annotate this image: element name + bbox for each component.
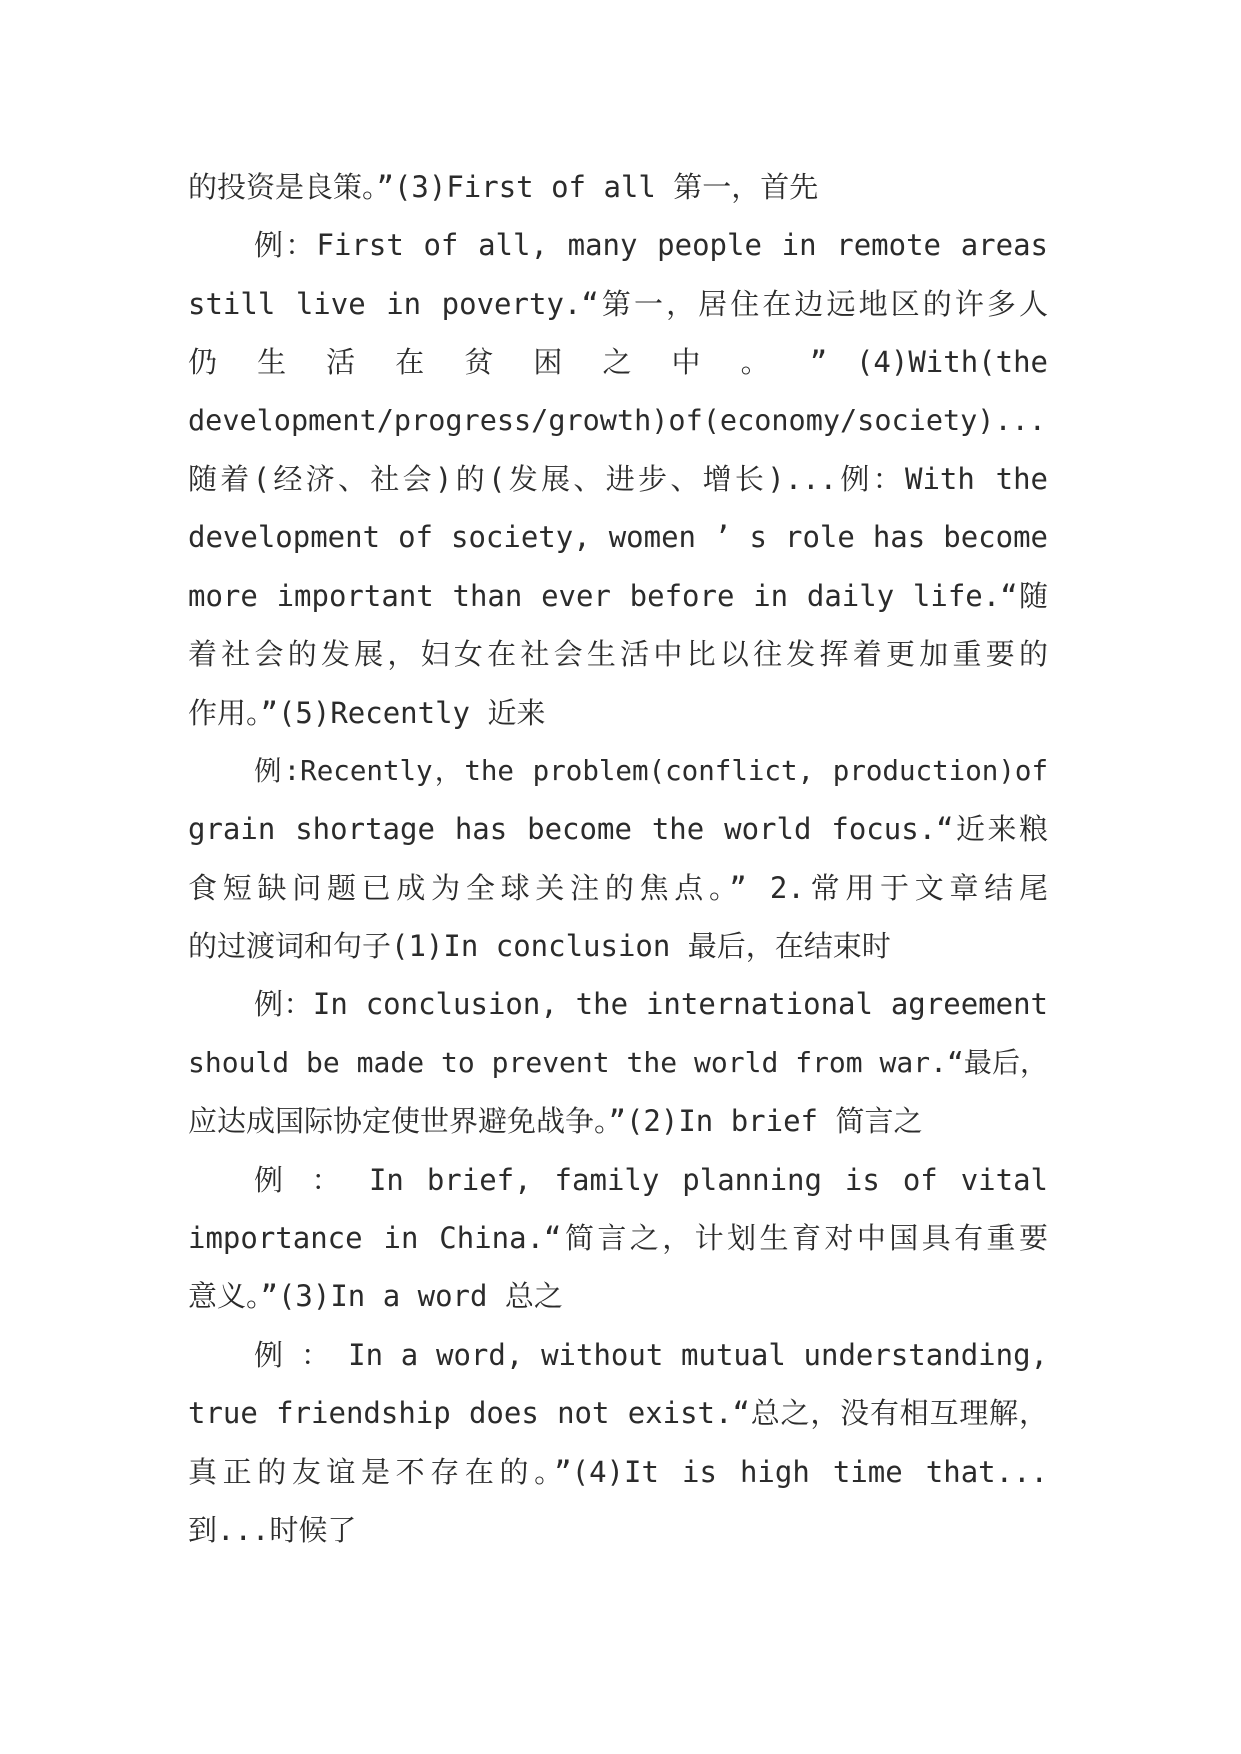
text-line: true friendship does not exist.“总之，没有相互理解，	[188, 1396, 1048, 1431]
text-line: 的过渡词和句子(1)In conclusion 最后，在结束时	[188, 929, 891, 964]
text-line: still live in poverty.“第一，居住在边远地区的许多人	[188, 286, 1048, 321]
text-line: 例 ： In brief, family planning is of vital	[254, 1162, 1048, 1197]
text-line: 作用。”(5)Recently 近来	[188, 695, 546, 730]
text-line: 例 ： In a word, without mutual understanding,	[254, 1337, 1048, 1372]
text-line: should be made to prevent the world from war.“最后，	[188, 1045, 1048, 1079]
text-line: 真正的友谊是不存在的。”(4)It is high time that...	[188, 1454, 1048, 1489]
text-line: development/progress/growth)of(economy/society)...	[188, 403, 1046, 437]
text-line: 随着(经济、社会)的(发展、进步、增长)...例：With the	[188, 461, 1048, 496]
text-line: 例：First of all, many people in remote areas	[254, 228, 1048, 263]
text-line: 的投资是良策。”(3)First of all 第一，首先	[188, 170, 819, 204]
text-line: 应达成国际协定使世界避免战争。”(2)In brief 简言之	[188, 1104, 923, 1139]
text-line: 食短缺问题已成为全球关注的焦点。” 2.常用于文章结尾	[188, 870, 1048, 905]
text-line: 到...时候了	[188, 1512, 357, 1547]
document-body	[188, 158, 1048, 1559]
text-line: 例:Recently，the problem(conflict, production)of	[254, 754, 1048, 787]
text-line: 意义。”(3)In a word 总之	[188, 1279, 563, 1314]
text-line: 例：In conclusion, the international agreement	[254, 987, 1048, 1022]
text-line: grain shortage has become the world focus.“近来粮	[188, 812, 1048, 847]
text-line: 着社会的发展，妇女在社会生活中比以往发挥着更加重要的	[188, 637, 1048, 672]
text-line: importance in China.“简言之，计划生育对中国具有重要	[188, 1221, 1048, 1256]
text-line: development of society, women ’ s role has become	[188, 520, 1048, 555]
text-line: 仍 生 活 在 贫 困 之 中 。 ” (4)With(the	[188, 345, 1048, 380]
text-line: more important than ever before in daily life.“随	[188, 578, 1048, 613]
